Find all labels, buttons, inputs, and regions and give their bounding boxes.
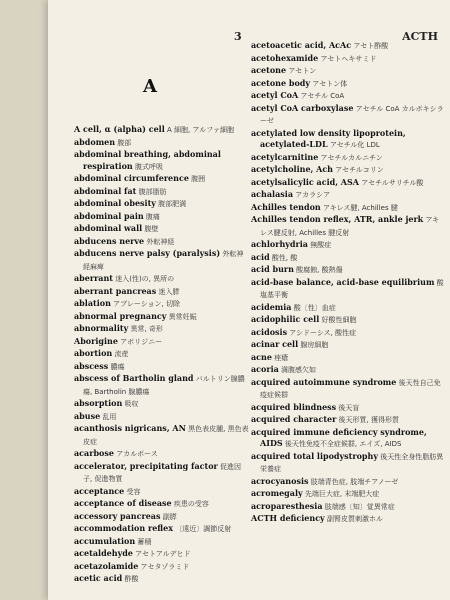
- entry-translation: 黒色表皮腫, 黒色表皮症: [83, 425, 249, 446]
- entry-headword: abdominal wall: [74, 223, 143, 233]
- dictionary-entry: [74, 298, 250, 311]
- dictionary-page: [48, 0, 450, 600]
- dictionary-entry: [251, 314, 446, 327]
- dictionary-entry: [251, 327, 446, 340]
- entry-translation: 後天性自己免疫症候群: [260, 378, 441, 399]
- entry-headword: abdominal circumference: [74, 173, 189, 183]
- entry-headword: Achilles tendon reflex, ATR, ankle jerk: [251, 214, 424, 224]
- entry-headword: abscess: [74, 360, 109, 371]
- entry-headword: acetone body: [251, 77, 311, 88]
- dictionary-entry: [251, 252, 446, 265]
- entry-headword: abortion: [74, 348, 113, 358]
- dictionary-entry: [251, 152, 446, 165]
- entry-headword: acid-base balance, acid-base equilibrium: [251, 276, 435, 287]
- entry-translation: 痤瘡: [271, 353, 289, 362]
- entry-headword: achlorhydria: [251, 239, 308, 249]
- entry-translation: 蓄積: [135, 537, 152, 546]
- entry-headword: A cell, α (alpha) cell: [74, 124, 165, 134]
- entry-translation: 迷入膵: [156, 287, 180, 296]
- entry-translation: 無酸症: [307, 241, 332, 249]
- entry-headword: acetazolamide: [74, 560, 139, 571]
- entry-headword: abuse: [74, 410, 101, 421]
- dictionary-entry: [74, 523, 250, 536]
- dictionary-entry: [74, 149, 250, 173]
- entry-translation: 乱用: [100, 412, 117, 421]
- entry-translation: 肢端青色症, 肢端チアノーゼ: [308, 477, 399, 486]
- entry-translation: 肢端感〔知〕覚異常症: [322, 502, 395, 511]
- entry-headword: acetic acid: [74, 573, 123, 583]
- entry-translation: 後天性免疫不全症候群, エイズ, AIDS: [282, 440, 402, 448]
- entry-headword: acceptance: [74, 485, 125, 496]
- dictionary-entry: [251, 177, 446, 190]
- dictionary-entry: [251, 202, 446, 215]
- entry-headword: acetohexamide: [251, 52, 319, 63]
- entry-translation: アセトアルデヒド: [132, 550, 191, 558]
- dictionary-entry: [251, 427, 446, 451]
- entry-headword: acetylcarnitine: [251, 151, 319, 162]
- entry-headword: abnormality: [74, 323, 129, 333]
- entry-headword: acetylsalicylic acid, ASA: [251, 176, 359, 187]
- entry-headword: acetyl CoA carboxylase: [251, 102, 354, 113]
- dictionary-entry: [251, 53, 446, 66]
- entry-translation: A 細胞, アルファ細胞: [164, 126, 235, 134]
- entry-headword: acidophilic cell: [251, 314, 320, 324]
- dictionary-entry: [251, 377, 446, 402]
- dictionary-entry: [251, 414, 446, 427]
- entry-translation: 膿瘍: [108, 362, 125, 371]
- dictionary-entry: [74, 273, 250, 286]
- entry-headword: accelerator, precipitating factor: [74, 460, 218, 471]
- entry-translation: 外転神経: [144, 237, 175, 246]
- entry-headword: acceptance of disease: [74, 498, 172, 508]
- running-head: ACTH: [402, 30, 438, 43]
- entry-translation: 異常, 奇形: [128, 325, 163, 333]
- entry-headword: abducens nerve palsy (paralysis): [74, 248, 221, 258]
- dictionary-entry: [74, 323, 250, 336]
- dictionary-entry: [74, 361, 250, 374]
- entry-translation: 受容: [124, 487, 141, 496]
- dictionary-entry: [251, 451, 446, 476]
- dictionary-entry: [74, 286, 250, 299]
- entry-translation: 腹部脂肪: [136, 187, 167, 196]
- left-column: [74, 124, 250, 586]
- entry-translation: アセチル化 LDL: [327, 141, 380, 149]
- dictionary-entry: [251, 128, 446, 152]
- entry-translation: 副膵: [160, 512, 177, 521]
- entry-headword: abdominal pain: [74, 210, 144, 221]
- entry-headword: acquired total lipodystrophy: [251, 450, 378, 461]
- entry-translation: 酸腐蝕, 酸熱傷: [293, 266, 343, 274]
- entry-headword: accommodation reflex: [74, 523, 173, 533]
- entry-headword: acetylated low density lipoprotein, acetylated-LDL: [251, 127, 406, 149]
- dictionary-entry: [251, 364, 446, 377]
- entry-translation: 迷入(性)の, 異所の: [113, 275, 175, 283]
- entry-translation: アキレス腱反射, Achilles 腱反射: [260, 216, 440, 237]
- entry-headword: acquired autoimmune syndrome: [251, 376, 397, 387]
- entry-translation: 腹式呼吸: [132, 162, 163, 171]
- dictionary-entry: [74, 398, 250, 411]
- dictionary-entry: [74, 186, 250, 199]
- right-column: [251, 40, 446, 526]
- dictionary-entry: [251, 352, 446, 365]
- entry-headword: abdominal fat: [74, 185, 137, 196]
- entry-headword: acquired character: [251, 414, 337, 424]
- entry-headword: acidosis: [251, 326, 288, 337]
- dictionary-entry: [74, 373, 250, 398]
- entry-headword: Achilles tendon: [251, 201, 321, 212]
- dictionary-entry: [74, 348, 250, 361]
- entry-translation: アセチルコリン: [333, 166, 384, 174]
- entry-headword: acetylcholine, Ach: [251, 164, 333, 174]
- entry-translation: 腹痛: [143, 212, 160, 221]
- entry-translation: 先端巨大症, 末端肥大症: [302, 490, 380, 498]
- entry-translation: 満腹感欠如: [278, 366, 317, 374]
- entry-headword: abnormal pregnancy: [74, 310, 167, 321]
- entry-translation: 疾患の受容: [171, 500, 209, 508]
- entry-translation: 腺房細胞: [298, 341, 329, 349]
- entry-headword: achalasia: [251, 189, 294, 199]
- entry-translation: 後天盲: [336, 403, 360, 412]
- entry-headword: acinar cell: [251, 339, 299, 349]
- entry-translation: アシドーシス, 酸性症: [287, 328, 357, 337]
- dictionary-entry: [74, 236, 250, 249]
- entry-translation: 腹囲: [188, 175, 206, 183]
- entry-headword: accessory pancreas: [74, 510, 161, 521]
- dictionary-entry: [251, 189, 446, 202]
- entry-translation: アセチル CoA: [298, 92, 345, 100]
- section-letter: A: [143, 76, 157, 97]
- dictionary-entry: [74, 137, 250, 150]
- dictionary-entry: [251, 277, 446, 302]
- entry-headword: accumulation: [74, 535, 136, 546]
- entry-headword: acrocyanosis: [251, 475, 309, 486]
- dictionary-entry: [251, 488, 446, 501]
- dictionary-entry: [251, 214, 446, 239]
- entry-translation: 酸〔性〕血症: [291, 303, 336, 312]
- dictionary-entry: [251, 302, 446, 315]
- entry-translation: アカラシア: [293, 191, 331, 199]
- dictionary-entry: [251, 40, 446, 53]
- dictionary-entry: [74, 498, 250, 511]
- dictionary-entry: [251, 476, 446, 489]
- dictionary-entry: [74, 486, 250, 499]
- entry-headword: acroparesthesia: [251, 500, 323, 511]
- entry-headword: acetone: [251, 65, 287, 75]
- entry-translation: アキレス腱, Achilles 腱: [320, 203, 398, 212]
- entry-translation: 促進因子, 促進物質: [83, 462, 242, 483]
- entry-headword: acidemia: [251, 301, 292, 312]
- entry-translation: 腹部肥満: [155, 200, 187, 208]
- dictionary-entry: [74, 411, 250, 424]
- dictionary-entry: [74, 511, 250, 524]
- entry-translation: 後天形質, 獲得形質: [336, 416, 400, 424]
- entry-headword: Aborigine: [74, 335, 118, 346]
- entry-headword: acarbose: [74, 448, 114, 458]
- entry-headword: acid burn: [251, 264, 294, 274]
- dictionary-entry: [74, 561, 250, 574]
- entry-translation: 腹部: [115, 138, 132, 147]
- dictionary-entry: [251, 164, 446, 177]
- entry-headword: acetaldehyde: [74, 548, 133, 558]
- dictionary-entry: [74, 336, 250, 349]
- entry-translation: 〔遠近〕調節反射: [172, 525, 232, 533]
- entry-headword: abdominal breathing, abdominal respiration: [74, 149, 221, 171]
- entry-headword: acanthosis nigricans, AN: [74, 423, 186, 433]
- entry-translation: アセトン: [286, 67, 317, 75]
- entry-translation: 酸性, 酸: [269, 253, 298, 262]
- entry-translation: 外転神経麻痺: [83, 250, 244, 271]
- entry-translation: アセト酢酸: [351, 42, 389, 50]
- dictionary-entry: [74, 448, 250, 461]
- dictionary-entry: [74, 124, 250, 137]
- dictionary-entry: [251, 339, 446, 352]
- entry-headword: absorption: [74, 398, 123, 408]
- dictionary-entry: [251, 239, 446, 252]
- dictionary-entry: [251, 90, 446, 103]
- dictionary-entry: [74, 173, 250, 186]
- entry-headword: abscess of Bartholin gland: [74, 373, 194, 383]
- entry-translation: アボリジニー: [117, 337, 163, 346]
- dictionary-entry: [74, 573, 250, 586]
- entry-translation: アセチルカルニチン: [318, 153, 383, 162]
- entry-translation: 異常妊娠: [166, 312, 197, 321]
- entry-translation: 流産: [112, 350, 129, 358]
- entry-headword: abdominal obesity: [74, 198, 156, 208]
- entry-headword: abdomen: [74, 136, 116, 147]
- entry-headword: acid: [251, 251, 270, 262]
- entry-headword: acoria: [251, 364, 279, 374]
- entry-translation: 副腎皮質刺激ホル: [324, 515, 383, 523]
- entry-headword: aberrant pancreas: [74, 285, 157, 296]
- entry-translation: 吸収: [122, 400, 139, 408]
- entry-headword: ablation: [74, 298, 111, 308]
- dictionary-entry: [74, 248, 250, 273]
- entry-headword: acquired blindness: [251, 401, 337, 412]
- entry-translation: 酢酸: [122, 575, 139, 583]
- dictionary-entry: [251, 103, 446, 128]
- dictionary-entry: [74, 198, 250, 211]
- dictionary-entry: [251, 78, 446, 91]
- entry-translation: 酸塩基平衡: [260, 278, 444, 299]
- dictionary-entry: [251, 513, 446, 526]
- entry-translation: アセチルサリチル酸: [359, 178, 424, 187]
- dictionary-entry: [74, 223, 250, 236]
- entry-translation: アセチル CoA カルボキシラーゼ: [260, 104, 444, 125]
- entry-translation: アセトン体: [310, 79, 348, 88]
- entry-translation: 腹壁: [142, 225, 159, 233]
- entry-headword: acquired immune deficiency syndrome, AIDS: [251, 426, 427, 448]
- dictionary-entry: [251, 501, 446, 514]
- entry-translation: アセタゾラミド: [138, 562, 190, 571]
- dictionary-entry: [74, 548, 250, 561]
- dictionary-entry: [74, 211, 250, 224]
- entry-translation: 後天性全身性脂肪異栄養症: [260, 452, 444, 473]
- entry-headword: ACTH deficiency: [251, 513, 325, 523]
- dictionary-entry: [74, 311, 250, 324]
- dictionary-entry: [74, 423, 250, 448]
- entry-translation: バルトリン腺膿瘍, Bartholin 腺膿瘍: [83, 375, 245, 396]
- dictionary-entry: [251, 65, 446, 78]
- page-number: 3: [234, 30, 242, 43]
- entry-translation: 好酸性細胞: [319, 316, 357, 324]
- entry-headword: acne: [251, 351, 272, 362]
- dictionary-entry: [74, 536, 250, 549]
- entry-translation: アブレーション, 切除: [110, 300, 181, 308]
- entry-headword: aberrant: [74, 273, 113, 283]
- dictionary-entry: [251, 264, 446, 277]
- entry-headword: acromegaly: [251, 488, 303, 498]
- dictionary-entry: [74, 461, 250, 486]
- dictionary-entry: [251, 402, 446, 415]
- entry-headword: acetyl CoA: [251, 90, 299, 100]
- entry-headword: abducens nerve: [74, 235, 145, 246]
- entry-translation: アセトヘキサミド: [318, 54, 377, 63]
- entry-translation: アカルボース: [113, 450, 158, 458]
- entry-headword: acetoacetic acid, AcAc: [251, 40, 352, 50]
